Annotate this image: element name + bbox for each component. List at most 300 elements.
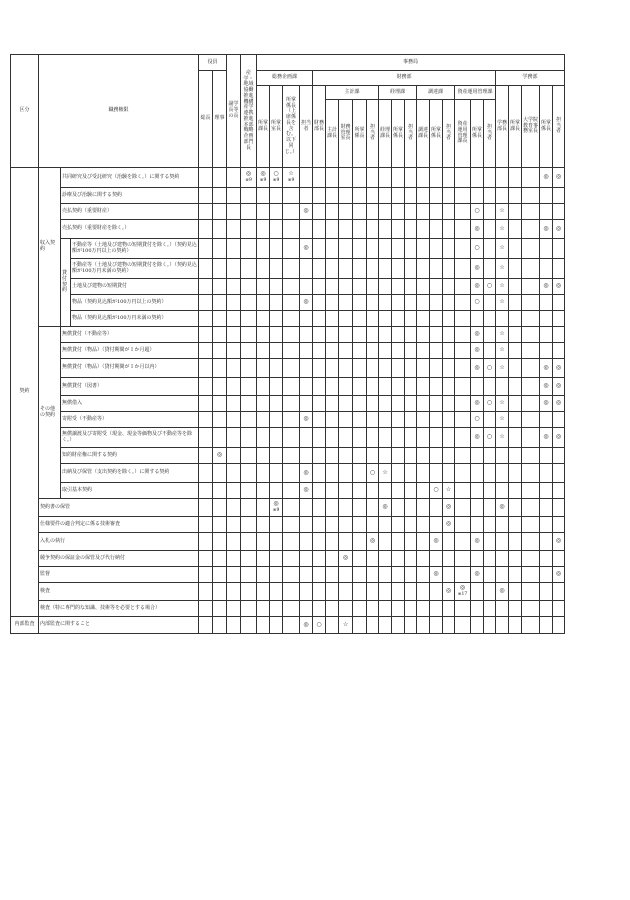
authority-cell <box>326 378 339 396</box>
authority-cell <box>227 220 241 239</box>
authority-cell <box>241 359 257 378</box>
vicepres-header: 副学長等の長 <box>227 55 241 168</box>
authority-cell <box>367 311 379 327</box>
category-header: 区分 <box>11 55 39 168</box>
authority-cell <box>379 168 392 188</box>
authority-cell <box>227 551 241 567</box>
authority-cell <box>392 464 405 483</box>
authority-cell <box>417 378 430 396</box>
office-header: 事務局 <box>257 55 565 71</box>
authority-note: ※9 <box>272 508 280 514</box>
authority-cell <box>392 551 405 567</box>
authority-cell <box>443 204 455 220</box>
authority-cell <box>300 239 313 259</box>
authority-cell <box>213 617 227 634</box>
authority-cell <box>471 279 484 295</box>
authority-cell <box>199 617 213 634</box>
authority-cell <box>241 327 257 343</box>
authority-cell <box>496 378 509 396</box>
authority-cell <box>443 551 455 567</box>
authority-cell <box>484 343 496 359</box>
row-label: 物品（契約見込額が100万円未満の契約） <box>71 311 199 327</box>
authority-cell <box>496 551 509 567</box>
table-row <box>11 567 565 583</box>
authority-cell <box>522 259 540 279</box>
authority-cell <box>199 483 213 499</box>
authority-cell <box>496 517 509 533</box>
authority-cell <box>257 239 270 259</box>
authority-mark: ◎ <box>555 382 562 390</box>
authority-cell <box>353 617 367 634</box>
authority-cell <box>430 617 443 634</box>
authority-cell <box>270 204 283 220</box>
authority-cell <box>227 617 241 634</box>
authority-cell <box>430 412 443 428</box>
authority-cell <box>540 428 553 448</box>
authority-cell <box>300 378 313 396</box>
gakumu-col-1: 所掌課長 <box>509 86 522 168</box>
authority-cell <box>509 396 522 412</box>
authority-cell <box>522 168 540 188</box>
authority-cell <box>300 168 313 188</box>
authority-cell <box>496 359 509 378</box>
authority-cell <box>540 412 553 428</box>
authority-cell <box>283 188 300 204</box>
authority-cell <box>241 617 257 634</box>
authority-cell <box>443 483 455 499</box>
authority-cell <box>553 583 565 601</box>
authority-cell <box>300 412 313 428</box>
authority-cell <box>484 464 496 483</box>
authority-cell <box>326 448 339 464</box>
authority-cell <box>241 239 257 259</box>
authority-cell <box>471 617 484 634</box>
authority-cell <box>326 359 339 378</box>
authority-cell <box>270 617 283 634</box>
authority-cell <box>213 188 227 204</box>
authority-cell <box>379 311 392 327</box>
table-row <box>11 428 565 448</box>
authority-cell <box>283 168 300 188</box>
authority-cell <box>326 311 339 327</box>
authority-cell <box>430 239 443 259</box>
authority-mark: ◎ <box>555 363 562 371</box>
authority-cell <box>379 483 392 499</box>
authority-cell <box>270 601 283 617</box>
authority-cell <box>199 343 213 359</box>
authority-cell <box>227 378 241 396</box>
authority-cell <box>257 533 270 551</box>
authority-cell <box>270 583 283 601</box>
keiri-col-0: 経理課長 <box>379 100 392 168</box>
authority-mark: ◎ <box>543 433 549 441</box>
authority-cell <box>283 311 300 327</box>
authority-cell <box>257 428 270 448</box>
authority-cell <box>241 279 257 295</box>
authority-cell <box>496 239 509 259</box>
authority-cell <box>540 601 553 617</box>
authority-cell <box>379 583 392 601</box>
row-label: 出納及び保管（支出契約を除く。）に関する契約 <box>61 464 199 483</box>
authority-mark: ◎ <box>555 173 562 181</box>
authority-cell <box>484 617 496 634</box>
authority-cell <box>353 204 367 220</box>
gakumu-col-2: 大学院教育事務室長 <box>522 86 540 168</box>
authority-cell <box>405 483 417 499</box>
authority-cell <box>455 359 471 378</box>
authority-cell <box>199 396 213 412</box>
authority-cell <box>471 359 484 378</box>
authority-mark: ◎ <box>555 433 562 441</box>
authority-cell <box>392 617 405 634</box>
table-row <box>11 617 565 634</box>
authority-cell <box>484 378 496 396</box>
authority-cell <box>484 428 496 448</box>
authority-cell <box>367 499 379 517</box>
authority-cell <box>367 343 379 359</box>
table-row <box>11 448 565 464</box>
authority-cell <box>353 396 367 412</box>
authority-cell <box>553 168 565 188</box>
table-row <box>11 220 565 239</box>
authority-cell <box>405 327 417 343</box>
authority-cell <box>553 220 565 239</box>
authority-cell <box>392 517 405 533</box>
authority-cell <box>471 428 484 448</box>
authority-cell <box>405 378 417 396</box>
authority-cell <box>455 204 471 220</box>
authority-cell <box>283 464 300 483</box>
authority-cell <box>484 239 496 259</box>
authority-cell <box>213 448 227 464</box>
authority-cell <box>353 483 367 499</box>
authority-cell <box>392 327 405 343</box>
authority-cell <box>326 279 339 295</box>
authority-cell <box>367 428 379 448</box>
row-label: 共同研究及び受託研究（治験を除く。）に関する契約 <box>61 168 199 188</box>
authority-cell <box>241 188 257 204</box>
authority-cell <box>339 359 353 378</box>
authority-cell <box>509 311 522 327</box>
authority-cell <box>496 567 509 583</box>
authority-cell <box>379 279 392 295</box>
authority-cell <box>213 327 227 343</box>
table-row <box>11 259 565 279</box>
table-row <box>11 378 565 396</box>
authority-cell <box>509 220 522 239</box>
authority-cell <box>455 396 471 412</box>
authority-cell <box>540 359 553 378</box>
authority-cell <box>405 583 417 601</box>
authority-cell <box>496 583 509 601</box>
authority-cell <box>455 428 471 448</box>
row-label: 無償貸付（図書） <box>61 378 199 396</box>
authority-cell <box>199 327 213 343</box>
authority-cell <box>430 359 443 378</box>
authority-cell <box>213 428 227 448</box>
authority-cell <box>417 311 430 327</box>
authority-cell <box>300 551 313 567</box>
authority-cell <box>405 551 417 567</box>
authority-cell <box>367 168 379 188</box>
authority-cell <box>443 343 455 359</box>
authority-cell <box>313 343 326 359</box>
authority-cell <box>241 601 257 617</box>
authority-cell <box>313 378 326 396</box>
authority-cell <box>496 327 509 343</box>
section-audit: 内部監査 <box>11 617 39 634</box>
authority-mark: ◎ <box>382 503 388 511</box>
authority-cell <box>227 188 241 204</box>
authority-cell <box>471 601 484 617</box>
section-other: その他の契約 <box>39 327 61 499</box>
authority-cell <box>353 428 367 448</box>
authority-cell <box>522 343 540 359</box>
authority-cell <box>283 327 300 343</box>
authority-cell <box>213 220 227 239</box>
authority-cell <box>367 295 379 311</box>
authority-mark: ◎ <box>342 554 349 562</box>
authority-cell <box>326 464 339 483</box>
keiri-header: 経理課 <box>379 86 417 100</box>
authority-cell <box>241 428 257 448</box>
authority-mark: ◎ <box>474 282 480 290</box>
authority-cell <box>339 168 353 188</box>
authority-cell <box>241 343 257 359</box>
authority-cell <box>540 617 553 634</box>
authority-cell <box>405 533 417 551</box>
authority-cell <box>326 601 339 617</box>
authority-mark: ◎ <box>555 399 562 407</box>
authority-cell <box>455 517 471 533</box>
authority-cell <box>300 188 313 204</box>
authority-cell <box>430 168 443 188</box>
authority-cell <box>257 483 270 499</box>
authority-cell <box>270 378 283 396</box>
authority-cell <box>417 517 430 533</box>
chotatsu-col-2: 担当者 <box>443 100 455 168</box>
authority-cell <box>443 428 455 448</box>
authority-cell <box>339 220 353 239</box>
authority-cell <box>227 583 241 601</box>
authority-cell <box>405 601 417 617</box>
authority-cell <box>257 464 270 483</box>
authority-cell <box>553 448 565 464</box>
authority-cell <box>313 295 326 311</box>
authority-cell <box>257 168 270 188</box>
keiri-col-2: 担当者 <box>405 100 417 168</box>
authority-cell <box>241 168 257 188</box>
authority-cell <box>540 551 553 567</box>
authority-mark: ◎ <box>303 244 309 252</box>
authority-cell <box>522 533 540 551</box>
authority-cell <box>300 617 313 634</box>
authority-cell <box>241 499 257 517</box>
authority-cell <box>392 343 405 359</box>
authority-cell <box>227 239 241 259</box>
authority-cell <box>270 220 283 239</box>
authority-cell <box>484 601 496 617</box>
soumu-col-1: 所掌室長 <box>270 86 283 168</box>
president-header: 総長 <box>199 71 213 168</box>
authority-cell <box>270 464 283 483</box>
authority-cell <box>455 464 471 483</box>
authority-cell <box>283 551 300 567</box>
authority-cell <box>417 533 430 551</box>
authority-cell <box>241 483 257 499</box>
authority-cell <box>471 396 484 412</box>
authority-cell <box>455 583 471 601</box>
authority-cell <box>484 551 496 567</box>
authority-cell <box>509 517 522 533</box>
authority-cell <box>283 499 300 517</box>
authority-cell <box>313 483 326 499</box>
row-label: 仕様要件の適合判定に係る技術審査 <box>39 517 199 533</box>
authority-cell <box>443 311 455 327</box>
shisan-col-2: 担当者 <box>484 100 496 168</box>
authority-cell <box>405 168 417 188</box>
authority-cell <box>313 464 326 483</box>
authority-cell <box>300 567 313 583</box>
authority-mark: ○ <box>474 207 480 215</box>
row-label: 物品（契約見込額が100万円以上の契約） <box>71 295 199 311</box>
authority-cell <box>553 343 565 359</box>
authority-cell <box>241 412 257 428</box>
authority-cell <box>509 279 522 295</box>
authority-cell <box>367 551 379 567</box>
authority-mark: ○ <box>486 433 493 441</box>
authority-cell <box>339 378 353 396</box>
authority-cell <box>213 551 227 567</box>
authority-mark: ☆ <box>499 399 505 407</box>
authority-mark: ◎ <box>543 382 549 390</box>
authority-cell <box>199 533 213 551</box>
authority-cell <box>353 259 367 279</box>
authority-mark: ◎ <box>433 537 439 545</box>
authority-cell <box>199 412 213 428</box>
authority-cell <box>471 188 484 204</box>
authority-cell <box>353 239 367 259</box>
authority-cell <box>417 188 430 204</box>
authority-cell <box>379 448 392 464</box>
authority-cell <box>213 483 227 499</box>
authority-cell <box>379 428 392 448</box>
row-label: 内部監査に関すること <box>39 617 199 634</box>
authority-cell <box>300 601 313 617</box>
row-label: 無償貸付（不動産等） <box>61 327 199 343</box>
authority-cell <box>367 601 379 617</box>
authority-cell <box>353 295 367 311</box>
authority-cell <box>417 464 430 483</box>
authority-cell <box>553 533 565 551</box>
authority-mark: ◎ <box>474 570 480 578</box>
table-row <box>11 168 565 188</box>
authority-note: ※17 <box>457 592 468 598</box>
authority-cell <box>326 188 339 204</box>
authority-cell <box>417 448 430 464</box>
authority-cell <box>353 168 367 188</box>
authority-cell <box>522 327 540 343</box>
row-label: 土地及び建物の短期貸付 <box>71 279 199 295</box>
authority-mark: ◎ <box>445 587 452 595</box>
authority-cell <box>471 464 484 483</box>
authority-cell <box>313 583 326 601</box>
authority-mark: ◎ <box>216 451 223 459</box>
authority-cell <box>405 396 417 412</box>
authority-cell <box>392 359 405 378</box>
authority-mark: ○ <box>474 244 480 252</box>
authority-mark: ○ <box>273 170 279 178</box>
authority-cell <box>417 220 430 239</box>
authority-cell <box>283 483 300 499</box>
soumu-header: 総務企画課 <box>257 71 313 86</box>
authority-cell <box>353 464 367 483</box>
authority-cell <box>484 396 496 412</box>
authority-cell <box>430 259 443 279</box>
authority-cell <box>379 601 392 617</box>
authority-cell <box>417 343 430 359</box>
authority-cell <box>430 428 443 448</box>
authority-cell <box>509 428 522 448</box>
authority-mark: ◎ <box>499 503 505 511</box>
authority-cell <box>522 204 540 220</box>
authority-cell <box>405 359 417 378</box>
authority-cell <box>257 583 270 601</box>
table-row <box>11 188 565 204</box>
authority-cell <box>339 499 353 517</box>
authority-cell <box>213 259 227 279</box>
table-row <box>11 533 565 551</box>
authority-cell <box>496 483 509 499</box>
authority-cell <box>417 396 430 412</box>
section-income: 収入契約 <box>39 168 61 327</box>
authority-cell <box>367 204 379 220</box>
authority-cell <box>430 343 443 359</box>
soumu-col-0: 所掌課長 <box>257 86 270 168</box>
authority-cell <box>455 220 471 239</box>
authority-cell <box>379 567 392 583</box>
authority-cell <box>199 188 213 204</box>
authority-cell <box>339 567 353 583</box>
authority-cell <box>496 448 509 464</box>
authority-cell <box>522 279 540 295</box>
authority-cell <box>509 359 522 378</box>
authority-cell <box>241 517 257 533</box>
authority-cell <box>353 601 367 617</box>
authority-cell <box>283 567 300 583</box>
authority-cell <box>313 499 326 517</box>
authority-cell <box>540 239 553 259</box>
authority-cell <box>540 343 553 359</box>
table-row <box>11 499 565 517</box>
authority-cell <box>392 239 405 259</box>
authority-cell <box>430 204 443 220</box>
authority-cell <box>553 428 565 448</box>
row-label: 無償貸付（物品）（貸付期間が１か月以内） <box>61 359 199 378</box>
authority-cell <box>509 188 522 204</box>
row-label: 無償借入 <box>61 396 199 412</box>
authority-cell <box>405 295 417 311</box>
row-label: 売払契約（重要財産） <box>61 204 199 220</box>
authority-cell <box>300 259 313 279</box>
authority-cell <box>443 567 455 583</box>
authority-cell <box>379 295 392 311</box>
authority-cell <box>213 359 227 378</box>
authority-cell <box>553 483 565 499</box>
authority-cell <box>509 259 522 279</box>
authority-cell <box>405 204 417 220</box>
authority-cell <box>227 448 241 464</box>
